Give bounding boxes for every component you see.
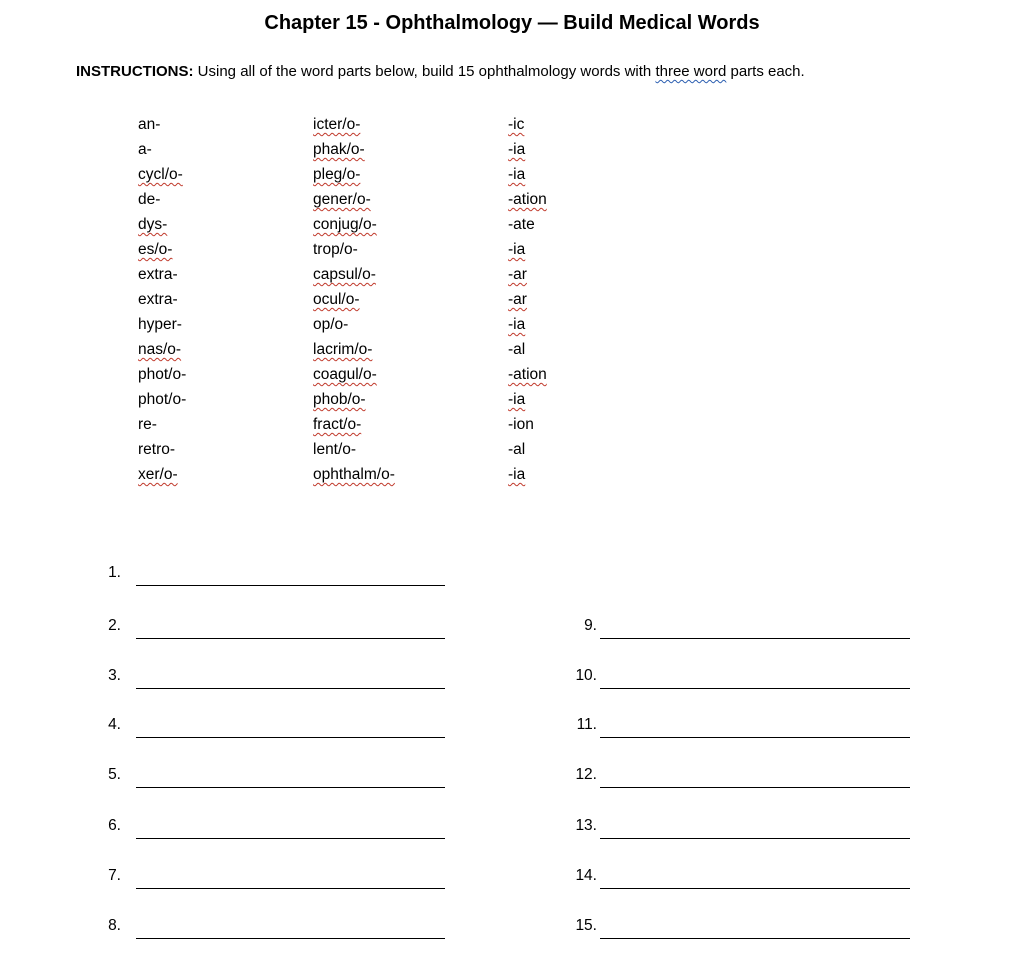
answer-row-10 [0,667,910,687]
prefix-part: retro- [138,441,176,458]
suffix-part: -ia [508,241,526,258]
root-part: op/o- [313,316,349,333]
root-part: fract/o- [313,416,362,433]
instructions-text-after: parts each. [730,63,805,80]
suffix-part: -ia [508,316,526,333]
answer-number: 4. [108,716,121,733]
root-part: coagul/o- [313,366,377,383]
root-part: lacrim/o- [313,341,373,358]
answer-number: 5. [108,766,121,783]
answer-row-9 [0,617,910,637]
suffix-part: -ation [508,191,547,208]
answer-blank[interactable] [136,938,445,939]
answer-blank[interactable] [136,737,445,738]
answer-number: 9. [584,617,597,634]
root-part: conjug/o- [313,216,377,233]
prefix-part: dys- [138,216,168,233]
root-column [313,112,395,487]
instructions-text-before: Using all of the word parts below, build 15 ophthalmology words with [197,63,652,80]
suffix-part: -ation [508,366,547,383]
root-part: trop/o- [313,241,358,258]
answer-number: 3. [108,667,121,684]
suffix-part: -ar [508,266,527,283]
instructions [76,63,805,80]
suffix-part: -ar [508,291,527,308]
answer-number: 6. [108,817,121,834]
answer-number: 10. [575,667,597,684]
prefix-part: hyper- [138,316,182,333]
root-part: lent/o- [313,441,357,458]
suffix-part: -ia [508,466,526,483]
instructions-label: INSTRUCTIONS: [76,63,194,80]
prefix-part: es/o- [138,241,173,258]
answer-row-1 [0,564,445,584]
answer-row-14 [0,867,910,887]
instructions-highlight: three word [655,63,727,80]
root-part: pleg/o- [313,166,361,183]
answer-blank[interactable] [136,585,445,586]
answer-row-11 [0,716,910,736]
root-part: capsul/o- [313,266,376,283]
suffix-part: -ate [508,216,535,233]
answer-number: 2. [108,617,121,634]
root-part: gener/o- [313,191,371,208]
root-part: ophthalm/o- [313,466,395,483]
answer-number: 7. [108,867,121,884]
prefix-part: an- [138,116,161,133]
root-part: phob/o- [313,391,366,408]
suffix-part: -al [508,441,526,458]
answer-blank[interactable] [600,838,910,839]
answer-number: 14. [575,867,597,884]
answer-number: 8. [108,917,121,934]
suffix-part: -al [508,341,526,358]
answer-blank[interactable] [600,938,910,939]
answer-blank[interactable] [136,787,445,788]
prefix-part: phot/o- [138,391,187,408]
answer-blank[interactable] [600,737,910,738]
root-part: phak/o- [313,141,365,158]
answer-row-12 [0,766,910,786]
suffix-part: -ia [508,391,526,408]
answer-blank[interactable] [600,888,910,889]
answer-number: 12. [575,766,597,783]
answer-blank[interactable] [136,838,445,839]
prefix-part: xer/o- [138,466,178,483]
answer-blank[interactable] [600,787,910,788]
root-part: icter/o- [313,116,361,133]
prefix-part: extra- [138,291,178,308]
suffix-part: -ic [508,116,525,133]
answer-number: 1. [108,564,121,581]
suffix-column [508,112,547,487]
prefix-part: phot/o- [138,366,187,383]
prefix-part: re- [138,416,157,433]
prefix-part: de- [138,191,161,208]
prefix-part: a- [138,141,152,158]
prefix-part: extra- [138,266,178,283]
answer-blank[interactable] [136,888,445,889]
prefix-part: cycl/o- [138,166,183,183]
answer-number: 11. [576,716,597,733]
answer-row-15 [0,917,910,937]
suffix-part: -ia [508,141,526,158]
answer-number: 15. [575,917,597,934]
prefix-part: nas/o- [138,341,182,358]
answer-blank[interactable] [600,688,910,689]
suffix-part: -ia [508,166,526,183]
answer-blank[interactable] [600,638,910,639]
answer-number: 13. [575,817,597,834]
root-part: ocul/o- [313,291,360,308]
suffix-part: -ion [508,416,534,433]
answer-blank[interactable] [136,638,445,639]
prefix-column [138,112,186,487]
page-title: Chapter 15 - Ophthalmology — Build Medical Words [264,12,760,34]
answer-row-13 [0,817,910,837]
answer-blank[interactable] [136,688,445,689]
